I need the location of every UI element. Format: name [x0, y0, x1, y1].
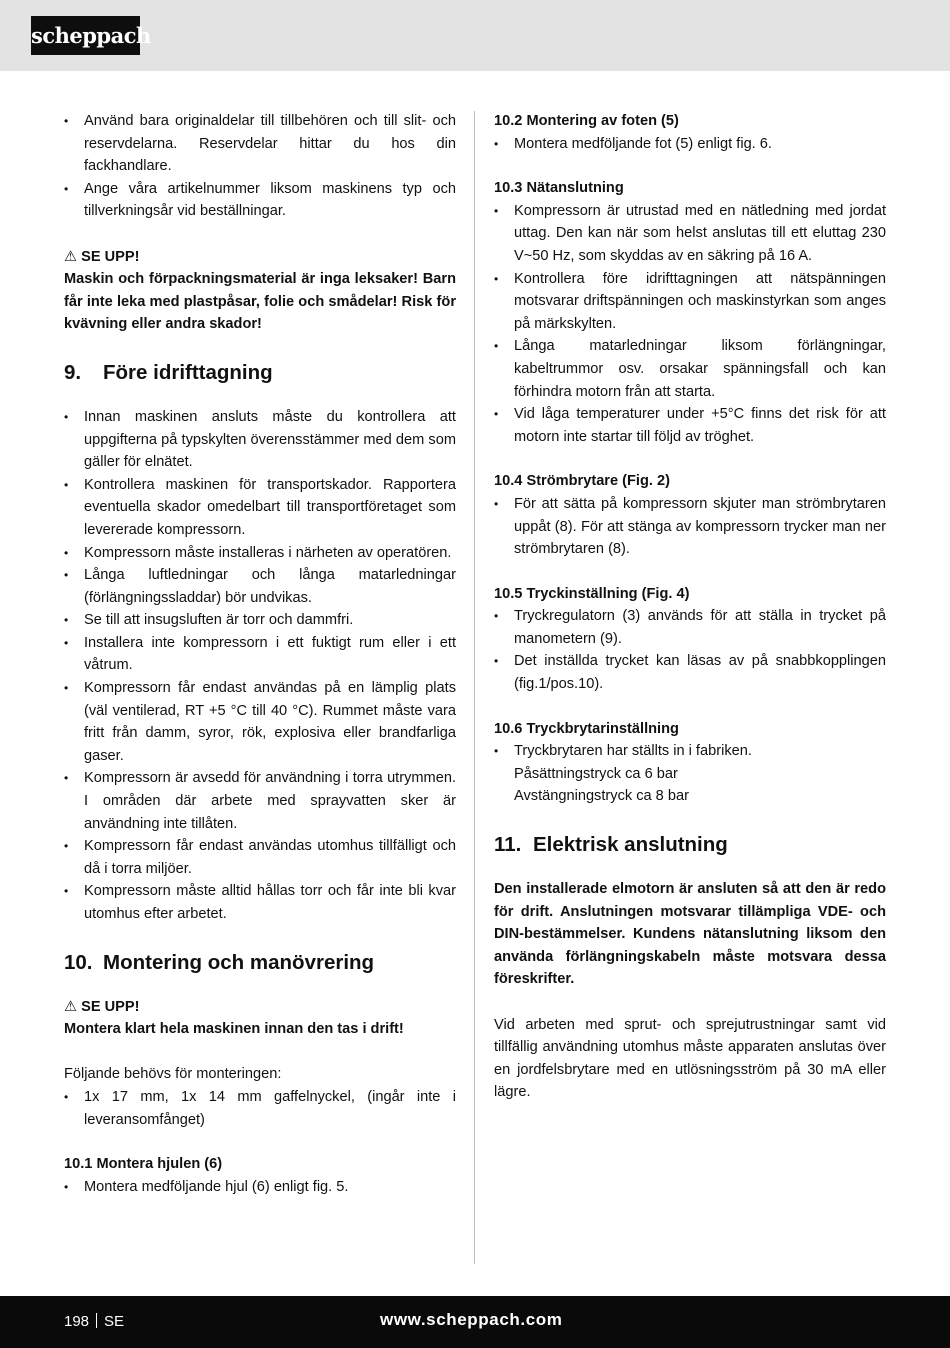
tools-list: [64, 1086, 456, 1131]
list-item: • Installera inte kompressorn i ett fuktigt rum eller i ett våtrum.: [64, 632, 456, 677]
list-item: • Innan maskinen ansluts måste du kontrollera att uppgifterna på typskylten överensstämmer med dem som gäller för elnätet.: [64, 406, 456, 474]
warning-heading: [64, 246, 456, 269]
section-9-list: [64, 406, 456, 926]
list-item: • Kontrollera maskinen för transportskador. Rapportera eventuella skador omedelbart till transportföretaget som levererade kompressorn.: [64, 474, 456, 542]
list-item: • Det inställda trycket kan läsas av på snabbkopplingen (fig.1/pos.10).: [494, 650, 886, 695]
section-11-bold-text: Den installerade elmotorn är ansluten så att den är redo för drift. Anslutningen motsvarar tillämpliga VDE- och DIN-bestämmelser. Kundens nätanslutning liksom den använda förlängningskabeln måste motsvara dessa föreskrifter.: [494, 881, 886, 988]
subsection-10-6-list: [494, 740, 886, 808]
list-item: • Montera medföljande fot (5) enligt fig. 6.: [494, 133, 886, 156]
subsection-10-5-title: 10.5 Tryckinställning (Fig. 4): [494, 585, 690, 602]
list-item: • Se till att insugsluften är torr och dammfri.: [64, 609, 456, 632]
warning-text: Maskin och förpackningsmaterial är inga leksaker! Barn får inte leka med plastpåsar, folie och smådelar! Risk för kvävning eller andra skador!: [64, 271, 456, 333]
subsection-10-4-list: [494, 493, 886, 561]
warning-heading: [64, 996, 456, 1019]
subsection-10-5-list: [494, 605, 886, 695]
column-divider: [474, 111, 475, 1264]
warning-text: Montera klart hela maskinen innan den tas i drift!: [64, 1021, 404, 1038]
list-item: • Kompressorn är avsedd för användning i torra utrymmen. I områden där arbete med sprayvatten sker är användning inte tillåten.: [64, 767, 456, 835]
subsection-10-2-list: [494, 133, 886, 156]
section-11-text: Vid arbeten med sprut- och sprejutrustningar samt vid tillfällig användning utomhus måste apparaten anslutas över en jordfelsbrytare med en utlösningsström på 30 mA eller lägre.: [494, 1016, 886, 1101]
scheppach-logo: scheppach: [31, 16, 140, 55]
footer-separator: [96, 1313, 97, 1328]
subsection-10-3-list: [494, 200, 886, 449]
intro-list: [64, 110, 456, 223]
list-item: • För att sätta på kompressorn skjuter man strömbrytaren uppåt (8). För att stänga av kompressorn trycker man ner strömbrytaren (8).: [494, 493, 886, 561]
section-10-heading: [64, 950, 456, 976]
section-title: Elektrisk anslutning: [533, 833, 728, 857]
subsection-10-3-title: 10.3 Nätanslutning: [494, 180, 624, 197]
list-item: • Kompressorn måste installeras i närheten av operatören.: [64, 542, 456, 565]
section-number: 11.: [494, 833, 522, 857]
section-9-heading: [64, 360, 456, 386]
list-item: • Vid låga temperaturer under +5°C finns det risk för att motorn inte startar till följd av tröghet.: [494, 403, 886, 448]
subsection-10-2-title: 10.2 Montering av foten (5): [494, 113, 679, 129]
list-item: • Tryckregulatorn (3) används för att ställa in trycket på manometern (9).: [494, 605, 886, 650]
list-item: Påsättningstryck ca 6 bar: [514, 765, 678, 782]
list-item: • Kompressorn får endast användas utomhus tillfälligt och då i torra miljöer.: [64, 835, 456, 880]
page-header: [0, 0, 950, 71]
section-number: 9.: [64, 360, 82, 384]
section-title: Före idrifttagning: [103, 360, 273, 384]
left-column: [64, 110, 456, 1198]
section-11-heading: [494, 832, 886, 858]
warning-title: SE UPP!: [81, 998, 140, 1015]
section-number: 10.: [64, 950, 93, 974]
website-link[interactable]: www.scheppach.com: [380, 1310, 563, 1329]
list-item: • 1x 17 mm, 1x 14 mm gaffelnyckel, (ingår inte i leveransomfånget): [64, 1086, 456, 1131]
list-item: • Ange våra artikelnummer liksom maskinens typ och tillverkningsår vid beställningar.: [64, 178, 456, 223]
list-item: • Kompressorn måste alltid hållas torr och får inte bli kvar utomhus efter arbetet.: [64, 880, 456, 925]
warning-title: SE UPP!: [81, 248, 140, 265]
list-item: Avstängningstryck ca 8 bar: [514, 788, 689, 805]
subsection-10-6-title: 10.6 Tryckbrytarinställning: [494, 720, 679, 737]
list-item: • Kompressorn är utrustad med en nätledning med jordat uttag. Den kan när som helst anslutas till ett eluttag 230 V~50 Hz, som skyddas av en säkring på 16 A.: [494, 200, 886, 268]
tools-intro: Följande behövs för monteringen:: [64, 1066, 282, 1083]
list-item: • Kompressorn får endast användas på en lämplig plats (väl ventilerad, RT +5 °C till 40 °C). Rummet måste vara fritt från damm, syror, rök, explosiva eller brandfarliga gaser.: [64, 677, 456, 767]
subsection-10-1-title: 10.1 Montera hjulen (6): [64, 1156, 223, 1173]
list-item: • Tryckbrytaren har ställts in i fabriken.: [494, 740, 886, 763]
warning-triangle-icon: ⚠: [64, 998, 78, 1015]
list-item: • Långa matarledningar liksom förlängningar, kabeltrummor osv. orsakar spänningsfall och kan förhindra motorn från att starta.: [494, 335, 886, 403]
subsection-10-4-title: 10.4 Strömbrytare (Fig. 2): [494, 473, 670, 490]
list-item: • Använd bara originaldelar till tillbehören och till slit- och reservdelarna. Reservdelar hittar du hos din fackhandlare.: [64, 110, 456, 178]
page-number: [64, 1311, 124, 1334]
section-title: Montering och manövrering: [103, 950, 375, 974]
right-column: [494, 110, 886, 1104]
language-code: SE: [104, 1313, 125, 1330]
list-item: • Kontrollera före idrifttagningen att nätspänningen motsvarar driftspänningen och maskinstyrkan som anges på märkskylten.: [494, 268, 886, 336]
list-item: • Montera medföljande hjul (6) enligt fig. 5.: [64, 1176, 456, 1199]
warning-triangle-icon: ⚠: [64, 248, 78, 265]
page-number-value: 198: [64, 1313, 90, 1330]
page-footer: [0, 1296, 950, 1348]
subsection-10-1-list: [64, 1176, 456, 1199]
list-item: • Långa luftledningar och långa matarledningar (förlängningssladdar) bör undvikas.: [64, 564, 456, 609]
